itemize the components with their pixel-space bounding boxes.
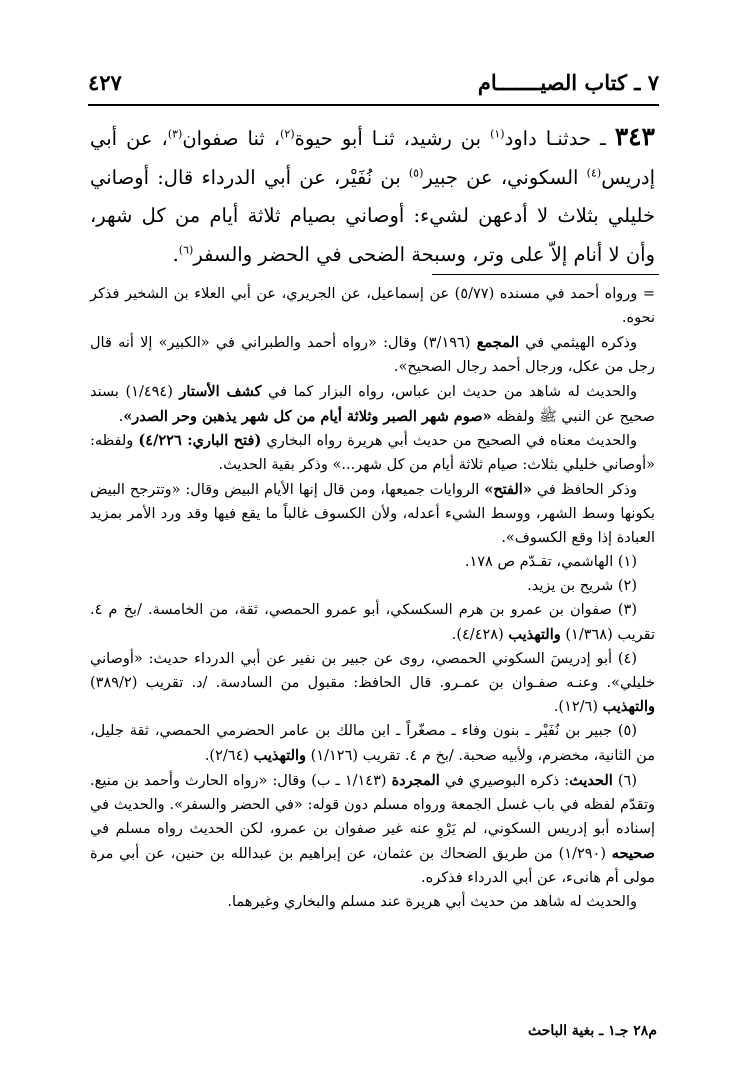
footnote-1: (١) الهاشمي، تقـدّم ص ١٧٨. — [464, 553, 637, 570]
note-paragraph: والحديث معناه في الصحيح من حديث أبي هريرة رواه البخاري (فتح الباري: ٤/٢٢٦) ولفظه: «أوصاني خليلي بثلاث: صيام ثلاثة أيام من كل شهر...» وذكر بقية الحديث. — [90, 432, 655, 474]
page-number: ٤٢٧ — [88, 70, 122, 95]
footnote-ref: (٦) — [178, 243, 194, 256]
footnote-6-continuation: والحديث له شاهد من حديث أبي هريرة عند مسلم والبخاري وغيرهما. — [227, 893, 637, 910]
footnote-2: (٢) شريح بن يزيد. — [527, 577, 637, 594]
note-paragraph: وذكره الهيثمي في المجمع (٣/١٩٦) وقال: «رواه أحمد والطبراني في «الكبير» إلا أنه قال رجل من عكل، ورجال أحمد رجال الصحيح». — [90, 333, 655, 375]
signature-mark: م٢٨ جـ١ ـ بغية الباحث — [527, 1023, 657, 1039]
note-paragraph: وذكر الحافظ في «الفتح» الروايات جميعها، ومن قال إنها الأيام البيض وقال: «وتترجح البيض بكونها وسط الشهر، ووسط الشيء أعدله، ولأن الكسوف غالباً ما يقع فيها وقد ورد الأمر بمزيد العبادة إذا وقع الكسوف». — [90, 481, 655, 547]
footnote-ref: (٢) — [280, 127, 295, 141]
footnote-4: (٤) أبو إدريسَ السكوني الحمصي، روى عن جبير بن نفير عن أبي الدرداء حديث: «أوصاني خليلي». وعنـه صفـوان بن عمـرو. قال الحافظ: مقبول من السادسة. /د. تقريب (٣٨٩/٢) والتهذيب (١٢/٦). — [90, 650, 655, 716]
footnotes — [90, 283, 655, 915]
note-paragraph: والحديث له شاهد من حديث ابن عباس، رواه البزار كما في كشف الأستار (١/٤٩٤) بسند صحيح عن النبي ﷺ ولفظه «صوم شهر الصبر وثلاثة أيام من كل شهر يذهبن وحر الصدر». — [90, 382, 655, 425]
running-header — [88, 68, 659, 96]
footnote-ref: (٣) — [167, 127, 183, 141]
footnote-6: (٦) الحديث: ذكره البوصيري في المجردة (١/١٤٣ ـ ب) وقال: «رواه الحارث وأحمد بن منيع. وتقدّم لفظه في باب غسل الجمعة ورواه مسلم دون قوله: «في الحضر والسفر». والحديث في إسناده أبو إدريس السكوني، لم يَرْوِ عنه غير صفوان بن عمرو، لكن الحديث رواه مسلم في صحيحه (١/٢٩٠) من طريق الضحاك بن عثمان، عن إبراهيم بن عبدالله بن حنين، عن أبي مرة مولى أم هانىء، عن أبي الدرداء فذكره. — [90, 772, 655, 886]
chapter-title: ٧ ـ كتاب الصيـــــــام — [477, 70, 659, 95]
footnote-3: (٣) صفوان بن عمرو بن هرم السكسكي، أبو عمرو الحمصي، ثقة، من الخامسة. /بخ م ٤. تقريب (١/٣٦٨) والتهذيب (٤/٤٢٨). — [90, 601, 655, 643]
hadith-text: ٣٤٣ ـ حدثنـا داود$^{(١)}$ بن رشيد، ثنـا أبو حيوة$^{(٢)}$، ثنا صفوان$^{(٣)}$، عن أبي إدريس$^{(٤)}$ السكوني، عن جبير$^{(٥)}$ بن نُفَيْر، عن أبي الدرداء قال: أوصاني خليلي بثلاث لا أدعهن لشيء: أوصاني بصيام ثلاثة أيام من كل شهر، وأن لا أنام إلاّ على وتر، وسبحة الضحى في الحضر والسفر$^{(٦)}$. — [90, 122, 655, 266]
footnote-5: (٥) جبير بن نُفَيْر ـ بنون وفاء ـ مصغّراً ـ ابن مالك بن عامر الحضرمي الحمصي، ثقة جليل، من الثانية، مخضرم، ولأبيه صحبة. /بخ م ٤. تقريب (١/١٢٦) والتهذيب (٢/٦٤). — [90, 723, 655, 765]
footnote-ref: (٥) — [408, 166, 424, 179]
footnote-separator — [432, 274, 659, 275]
footnote-ref: (١) — [490, 127, 505, 141]
footnote-ref: (٤) — [586, 166, 602, 179]
header-rule — [88, 104, 659, 106]
note-continuation: = ورواه أحمد في مسنده (٥/٧٧) عن إسماعيل، عن الجريري، عن أبي العلاء بن الشخير فذكر نحوه. — [90, 286, 655, 326]
hadith-number: ٣٤٣ — [614, 122, 655, 151]
